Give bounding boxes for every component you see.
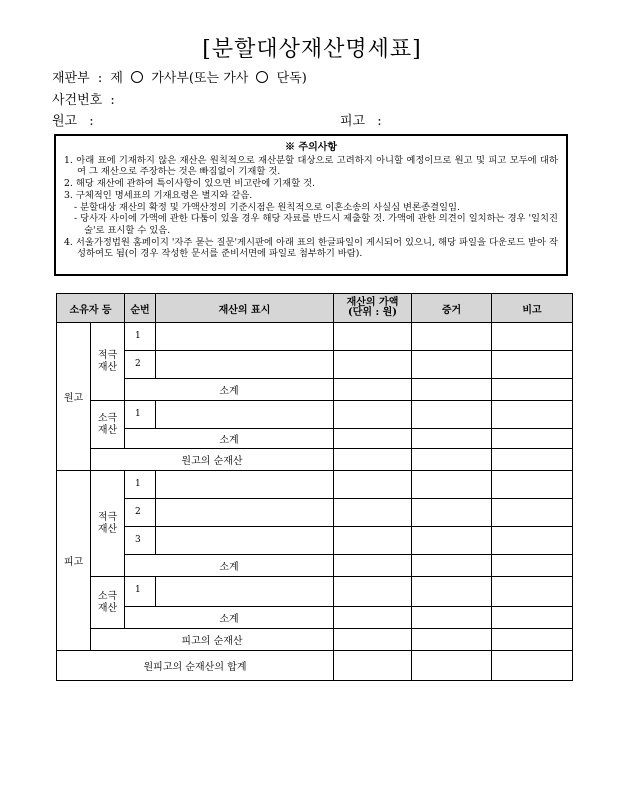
evidence-cell[interactable] xyxy=(412,577,492,607)
negative-label-b: 재산 xyxy=(97,424,118,436)
notice-sub-item-2: - 당사자 사이에 가액에 관한 다툼이 있을 경우 해당 자료를 반드시 제출할 것. 가액에 관한 의견이 일치하는 경우 '일치진술'로 표시할 수 있음. xyxy=(74,213,558,236)
evidence-cell[interactable] xyxy=(412,449,492,471)
evidence-cell[interactable] xyxy=(412,555,492,577)
value-cell[interactable] xyxy=(334,379,412,401)
value-cell[interactable] xyxy=(334,471,412,499)
defendant-line xyxy=(340,110,382,129)
evidence-cell[interactable] xyxy=(412,429,492,449)
value-cell[interactable] xyxy=(334,555,412,577)
defendant-sep: : xyxy=(377,114,382,129)
remarks-cell[interactable] xyxy=(492,629,573,651)
remarks-cell[interactable] xyxy=(492,555,573,577)
evidence-cell[interactable] xyxy=(412,401,492,429)
radio-circle-icon[interactable] xyxy=(131,71,143,83)
property-cell[interactable] xyxy=(156,401,334,429)
case-sep: : xyxy=(110,93,115,108)
evidence-cell[interactable] xyxy=(412,323,492,351)
evidence-cell[interactable] xyxy=(412,499,492,527)
table-row xyxy=(57,379,573,401)
court-line xyxy=(52,67,307,86)
remarks-cell[interactable] xyxy=(492,401,573,429)
subtotal-label: 소계 xyxy=(125,555,334,577)
page-title: [분할대상재산명세표] xyxy=(202,37,422,62)
defendant-positive-cell xyxy=(91,471,125,577)
property-cell[interactable] xyxy=(156,323,334,351)
table-row xyxy=(57,651,573,681)
remarks-cell[interactable] xyxy=(492,527,573,555)
notice-title: ※ 주의사항 xyxy=(284,142,338,153)
remarks-cell[interactable] xyxy=(492,499,573,527)
notice-item-4: 4. 서울가정법원 홈페이지 '자주 묻는 질문'게시판에 아래 표의 한글파일이 게시되어 있으니, 해당 파일을 다운로드 받아 작성하여도 됨(이 경우 작성한 문서를 준비서면에 파일로 첨부하기 바람). xyxy=(64,236,558,260)
table-row xyxy=(57,607,573,629)
row-number: 1 xyxy=(125,577,156,607)
table-row xyxy=(57,471,573,499)
radio-circle-icon[interactable] xyxy=(256,71,268,83)
value-cell[interactable] xyxy=(334,351,412,379)
case-line xyxy=(52,89,115,108)
evidence-cell[interactable] xyxy=(412,351,492,379)
header-evidence: 증거 xyxy=(412,294,492,323)
property-cell[interactable] xyxy=(156,577,334,607)
asset-table xyxy=(56,293,573,681)
property-cell[interactable] xyxy=(156,471,334,499)
court-label: 재판부 xyxy=(52,71,90,86)
positive-label-b: 재산 xyxy=(97,523,118,535)
header-owner: 소유자 등 xyxy=(57,294,125,323)
negative-label-a: 소극 xyxy=(97,412,118,424)
remarks-cell[interactable] xyxy=(492,429,573,449)
table-row xyxy=(57,499,573,527)
evidence-cell[interactable] xyxy=(412,629,492,651)
row-number: 1 xyxy=(125,471,156,499)
value-cell[interactable] xyxy=(334,401,412,429)
table-header-row xyxy=(57,294,573,323)
negative-label-a: 소극 xyxy=(97,590,118,602)
header-remarks: 비고 xyxy=(492,294,573,323)
subtotal-label: 소계 xyxy=(125,379,334,401)
table-row xyxy=(57,629,573,651)
notice-item-2: 2. 해당 재산에 관하여 특이사항이 있으면 비고란에 기재할 것. xyxy=(64,178,316,190)
row-number: 3 xyxy=(125,527,156,555)
case-label: 사건번호 xyxy=(52,93,103,108)
court-opt-1: 제 xyxy=(110,71,123,86)
property-cell[interactable] xyxy=(156,527,334,555)
value-cell[interactable] xyxy=(334,629,412,651)
evidence-cell[interactable] xyxy=(412,607,492,629)
header-value-line2: (단위 : 원) xyxy=(347,307,398,318)
table-row xyxy=(57,577,573,607)
negative-label-b: 재산 xyxy=(97,602,118,614)
table-row xyxy=(57,323,573,351)
value-cell[interactable] xyxy=(334,323,412,351)
plaintiff-sep: : xyxy=(89,114,94,129)
table-row xyxy=(57,429,573,449)
evidence-cell[interactable] xyxy=(412,471,492,499)
remarks-cell[interactable] xyxy=(492,651,573,681)
header-seq: 순번 xyxy=(125,294,156,323)
row-number: 2 xyxy=(125,499,156,527)
plaintiff-label: 원고 xyxy=(52,114,78,129)
plaintiff-negative-cell xyxy=(91,401,125,449)
positive-label-a: 적극 xyxy=(97,349,118,361)
plaintiff-positive-cell xyxy=(91,323,125,401)
plaintiff-cell: 원고 xyxy=(57,323,91,471)
subtotal-label: 소계 xyxy=(125,429,334,449)
evidence-cell[interactable] xyxy=(412,651,492,681)
defendant-label: 피고 xyxy=(340,114,366,129)
positive-label-a: 적극 xyxy=(97,511,118,523)
table-row xyxy=(57,527,573,555)
notice-item-3: 3. 구체적인 명세표의 기재요령은 별지와 같음. xyxy=(64,189,253,201)
property-cell[interactable] xyxy=(156,351,334,379)
header-value xyxy=(334,294,412,323)
value-cell[interactable] xyxy=(334,651,412,681)
value-cell[interactable] xyxy=(334,577,412,607)
remarks-cell[interactable] xyxy=(492,323,573,351)
notice-item-1: 1. 아래 표에 기재하지 않은 재산은 원칙적으로 재산분할 대상으로 고려하지 아니할 예정이므로 원고 및 피고 모두에 대하여 그 재산으로 주장하는 것은 빠짐없이 기재할 것. xyxy=(64,154,558,178)
property-cell[interactable] xyxy=(156,499,334,527)
header-value-line1: 재산의 가액 xyxy=(346,297,399,308)
subtotal-label: 소계 xyxy=(125,607,334,629)
remarks-cell[interactable] xyxy=(492,577,573,607)
table-row xyxy=(57,555,573,577)
table-row xyxy=(57,449,573,471)
row-number: 1 xyxy=(125,323,156,351)
value-cell[interactable] xyxy=(334,449,412,471)
row-number: 2 xyxy=(125,351,156,379)
row-number: 1 xyxy=(125,401,156,429)
plaintiff-net-label: 원고의 순재산 xyxy=(91,449,334,471)
court-sep: : xyxy=(97,71,103,86)
value-cell[interactable] xyxy=(334,607,412,629)
notice-box xyxy=(54,134,568,276)
total-net-label: 원피고의 순재산의 합계 xyxy=(57,651,334,681)
table-row xyxy=(57,401,573,429)
header-property: 재산의 표시 xyxy=(156,294,334,323)
table-row xyxy=(57,351,573,379)
evidence-cell[interactable] xyxy=(412,379,492,401)
defendant-negative-cell xyxy=(91,577,125,629)
remarks-cell[interactable] xyxy=(492,471,573,499)
remarks-cell[interactable] xyxy=(492,607,573,629)
value-cell[interactable] xyxy=(334,499,412,527)
notice-sub-item-1: - 분할대상 재산의 확정 및 가액산정의 기준시점은 원칙적으로 이혼소송의 사실심 변론종결일임. xyxy=(74,201,460,213)
defendant-net-label: 피고의 순재산 xyxy=(91,629,334,651)
remarks-cell[interactable] xyxy=(492,449,573,471)
value-cell[interactable] xyxy=(334,429,412,449)
court-opt-2: 가사부(또는 가사 xyxy=(151,71,249,86)
remarks-cell[interactable] xyxy=(492,379,573,401)
plaintiff-line xyxy=(52,110,94,129)
positive-label-b: 재산 xyxy=(97,361,118,373)
value-cell[interactable] xyxy=(334,527,412,555)
court-opt-3: 단독) xyxy=(276,71,307,86)
remarks-cell[interactable] xyxy=(492,351,573,379)
evidence-cell[interactable] xyxy=(412,527,492,555)
defendant-cell: 피고 xyxy=(57,471,91,651)
